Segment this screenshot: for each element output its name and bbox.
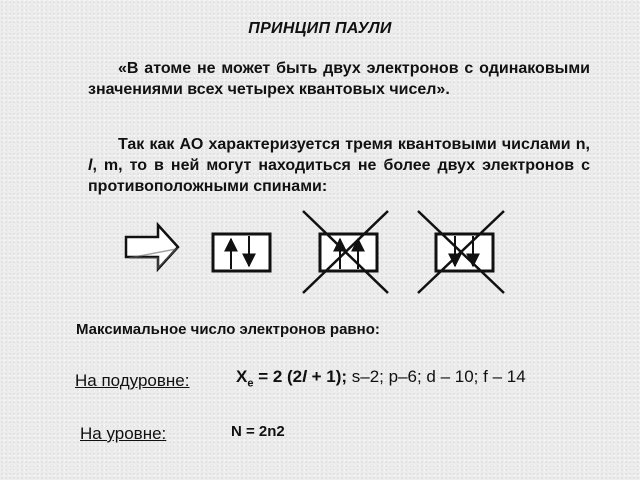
sublevel-label: На подуровне: [75,371,190,390]
explanation-part-2: , m, то в ней могут находиться не более двух электронов с противоположными спинами: [88,157,590,195]
orbital-cell-forbidden-parallel-up [303,211,388,293]
formula-l: l [302,367,307,386]
formula-x: X [236,367,248,386]
orbital-cell-allowed [213,234,270,271]
sublevel-formula [236,367,526,389]
pauli-statement: «В атоме не может быть двух электронов с одинаковыми значениями всех четырех квантовых чисел». [88,60,590,98]
page-title: ПРИНЦИП ПАУЛИ [248,20,392,37]
arrow-right-outline-icon [126,225,178,269]
formula-part-2: + 1); [306,367,348,386]
quantum-number-l: l [88,157,93,174]
orbital-cell-forbidden-parallel-down [418,211,504,293]
level-formula: N = 2n2 [231,423,285,440]
orbital-diagram [120,205,510,300]
orbital-explanation [88,134,590,197]
formula-part-1: = 2 (2 [253,367,303,386]
sublevel-values: s–2; p–6; d – 10; f – 14 [347,367,526,386]
formula-subscript: e [247,377,254,390]
max-electrons-heading: Максимальное число электронов равно: [76,321,380,338]
level-label: На уровне: [80,424,167,443]
explanation-part-1: Так как АО характеризуется тремя квантовыми числами n, [118,136,590,153]
